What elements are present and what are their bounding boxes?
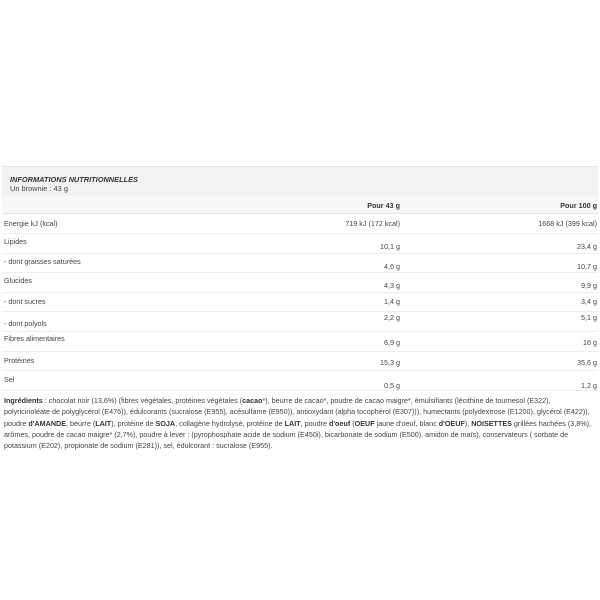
row-label: Glucides bbox=[4, 276, 32, 286]
row-value-100g: 3,4 g bbox=[581, 296, 597, 306]
ingredients-segment: *), beurre de cacao*, poudre de cacao maigre*, émulsifiants (lécithine de tournesol (E322), polyricinoléate de polyglycérol (E476)), édulcorants (sucralose (E955), acésulfame (E950)), antioxydant (alpha tocophérol (E307))), humectants (polydextrose (E1200), glycérol (E422)), poudre bbox=[4, 396, 590, 428]
nutrition-header bbox=[2, 166, 598, 196]
table-row bbox=[2, 234, 598, 254]
table-row bbox=[2, 214, 598, 234]
row-label: Fibres alimentaires bbox=[4, 333, 65, 343]
row-value-100g: 1668 kJ (399 kcal) bbox=[538, 219, 597, 228]
row-value-portion: 4,6 g bbox=[384, 261, 400, 271]
row-value-portion: 0,5 g bbox=[384, 381, 400, 391]
column-headers bbox=[2, 196, 598, 214]
row-value-portion: 4,3 g bbox=[384, 281, 400, 291]
ingredients-segment: jaune d'oeuf, blanc bbox=[374, 418, 439, 428]
row-value-portion: 10,1 g bbox=[380, 242, 400, 251]
row-value-portion: 719 kJ (172 kcal) bbox=[345, 219, 400, 228]
row-value-portion: 6,9 g bbox=[384, 337, 400, 347]
ingredients-segment: , beurre ( bbox=[66, 418, 96, 428]
allergen-highlight: LAIT bbox=[95, 418, 112, 428]
row-value-100g: 16 g bbox=[583, 337, 597, 347]
table-row bbox=[2, 352, 598, 372]
table-row bbox=[2, 254, 598, 274]
table-row bbox=[2, 312, 598, 332]
row-label: Sel bbox=[4, 375, 15, 385]
row-value-100g: 10,7 g bbox=[577, 261, 597, 271]
ingredients-segment: ), protéine de bbox=[111, 418, 156, 428]
allergen-highlight: OEUF bbox=[354, 418, 375, 428]
row-value-100g: 5,1 g bbox=[581, 313, 597, 323]
ingredients-text bbox=[2, 391, 598, 451]
row-value-100g: 9,9 g bbox=[581, 281, 597, 291]
nutrition-panel bbox=[2, 166, 598, 451]
row-label: Lipides bbox=[4, 237, 27, 246]
row-label: - dont sucres bbox=[4, 296, 46, 306]
column-per-portion: Pour 43 g bbox=[367, 201, 400, 210]
row-value-100g: 1,2 g bbox=[581, 381, 597, 391]
ingredients-segment: ), bbox=[464, 418, 472, 428]
ingredients-segment: , poudre bbox=[300, 418, 329, 428]
table-row bbox=[2, 371, 598, 391]
ingredients-segment: ( bbox=[350, 418, 355, 428]
nutrition-title: INFORMATIONS NUTRITIONNELLES bbox=[10, 175, 138, 184]
row-value-100g: 23,4 g bbox=[577, 242, 597, 251]
row-label: Protéines bbox=[4, 355, 35, 365]
nutrition-rows bbox=[2, 214, 598, 391]
table-row bbox=[2, 293, 598, 313]
allergen-highlight: d'oeuf bbox=[328, 418, 351, 428]
row-value-portion: 15,3 g bbox=[380, 357, 400, 367]
row-value-portion: 1,4 g bbox=[384, 296, 400, 306]
table-row bbox=[2, 273, 598, 293]
row-label: - dont polyols bbox=[4, 319, 47, 329]
allergen-highlight: Ingrédients bbox=[4, 396, 43, 406]
row-label: Energie kJ (kcal) bbox=[4, 219, 58, 228]
row-value-portion: 2,2 g bbox=[384, 313, 400, 323]
allergen-highlight: d'OEUF bbox=[438, 418, 465, 428]
allergen-highlight: LAIT bbox=[284, 418, 301, 428]
ingredients-segment: : chocolat noir (13,6%) (fibres végétales, protéines végétales ( bbox=[42, 396, 243, 406]
serving-size: Un brownie : 43 g bbox=[10, 184, 68, 193]
allergen-highlight: cacao bbox=[242, 396, 263, 406]
allergen-highlight: SOJA bbox=[155, 418, 176, 428]
allergen-highlight: d'AMANDE bbox=[28, 418, 67, 428]
ingredients-segment: , collagène hydrolysé, protéine de bbox=[175, 418, 285, 428]
ingredients-segment: grillées hachées (3,8%), arômes, poudre de cacao maigre* (2,7%), poudre à lever : (pyrophosphate acide de sodium (E450i), bicarbonate de sodium (E500), amidon de maïs), conservateurs ( sorbate de potassium (E202), propionate de sodium (E281)), sel, édulcorant : sucralose (E955). bbox=[4, 418, 592, 450]
row-label: - dont graisses saturées bbox=[4, 256, 81, 266]
allergen-highlight: NOISETTES bbox=[471, 418, 512, 428]
column-per-100g: Pour 100 g bbox=[560, 201, 597, 210]
row-value-100g: 35,6 g bbox=[577, 357, 597, 367]
table-row bbox=[2, 332, 598, 352]
